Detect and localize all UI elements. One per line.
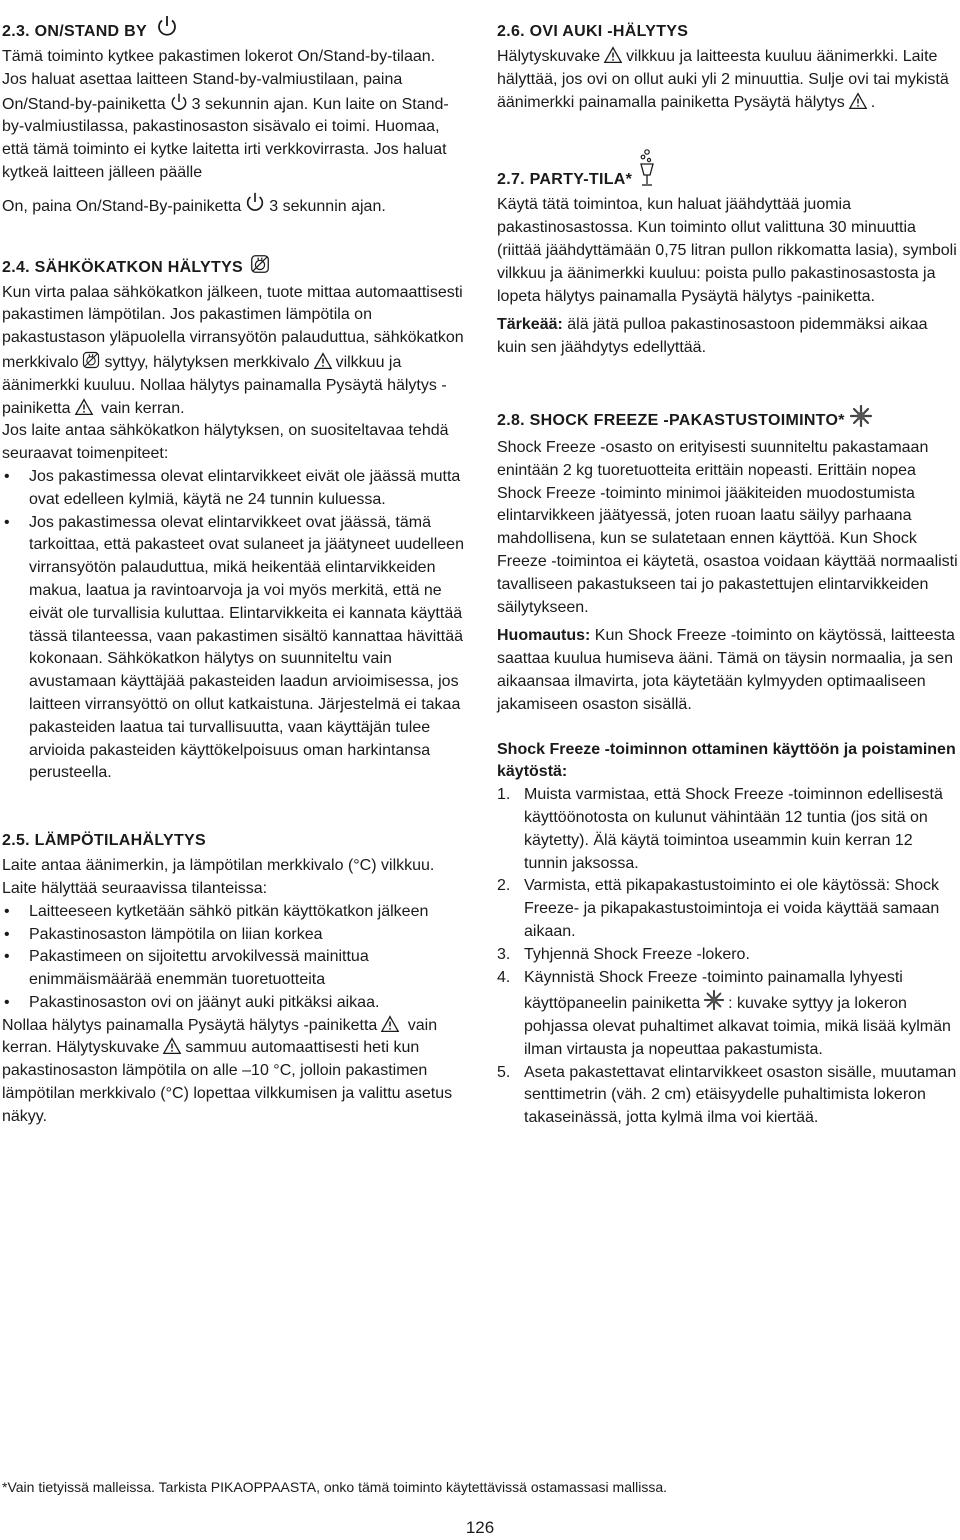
section-2-3-heading: 2.3. ON/STAND BY [2,14,464,44]
section-2-4-text: Kun virta palaa sähkökatkon jälkeen, tuote mittaa automaattisesti pakastimen lämpötilan. Jos pakastimen lämpötila on pakastustason yläpuolella virransyötön palauduttua, sähkökatkon merkkivalo syttyy, hälytyksen merkkivalo vilkkuu ja äänimerkki kuuluu. Nollaa hälytys painamalla Pysäytä hälytys -painiketta vain kerran. [2,283,464,417]
section-2-8-note: Huomautus: Kun Shock Freeze -toiminto on käytössä, laitteesta saattaa kuulua humiseva ääni. Tämä on täysin normaalia, ja sen aikaansaa ilmavirta, jota käytetään kylmyyden optimaaliseen jakamiseen osaston sisällä. [497,627,955,713]
section-2-6-text: Hälytyskuvake vilkkuu ja laitteesta kuuluu äänimerkki. Laite hälyttää, jos ovi on ollut auki yli 2 minuuttia. Sulje ovi tai mykistä äänimerkki painamalla painiketta Pysäytä hälytys . [497,48,949,111]
section-2-8-heading: 2.8. SHOCK FREEZE -PAKASTUSTOIMINTO* [497,404,959,433]
alarm-warning-icon [380,1015,400,1033]
page-number: 126 [465,1518,495,1537]
section-2-5-heading: 2.5. LÄMPÖTILAHÄLYTYS [2,832,206,850]
alarm-warning-icon [848,92,868,110]
list-item: • Jos pakastimessa olevat elintarvikkeet eivät ole jäässä mutta ovat edelleen kylmiä, käytä ne 24 tunnin kuluessa. [2,466,464,512]
shock-freeze-icon [849,404,873,428]
power-failure-icon [81,350,101,370]
alarm-warning-icon [313,352,333,370]
section-2-7-text: Käytä tätä toimintoa, kun haluat jäähdyttää juomia pakastinosastossa. Kun toiminto ollut valittuna 30 minuuttia (riittää jäähdyttämään 0,75 litran pullon rikkomatta lasia), symboli vilkkuu ja äänimerkki kuuluu: poista pullo pakastinosastosta ja lopeta hälytys painamalla Pysäytä hälytys -painiketta. [497,196,957,305]
list-item: 1. Muista varmistaa, että Shock Freeze -toiminnon edellisestä käyttöönotosta on kulunut vähintään 12 tuntia (jos sitä on käytetty). Älä käytä toimintoa useammin kuin kerran 12 tunnin jaksossa. [497,786,943,872]
power-failure-icon [249,253,271,275]
list-item: • Pakastinosaston lämpötila on liian korkea [2,924,464,947]
section-2-6-heading: 2.6. OVI AUKI -HÄLYTYS [497,23,689,40]
right-column [497,14,959,1130]
section-2-5-bullets [2,901,464,1015]
list-item: • Jos pakastimessa olevat elintarvikkeet ovat jäässä, tämä tarkoittaa, että pakasteet ovat sulaneet ja jäätyneet uudelleen virransyötön palauduttua, mikä heikentää elintarvikkeiden makua, laatua ja ravintoarvoja ja voi myös merkitä, että ne eivät ole turvallisia kuluttaa. Elintarvikkeita ei kannata käyttää tässä tilanteessa, vaan pakastimen sisältö kannattaa hävittää kokonaan. Sähkökatkon hälytys on suunniteltu vain avustamaan käyttäjää pakasteiden laadun arvioimisessa, jos laitteen virransyöttö on ollut katkaistuna. Järjestelmä ei takaa pakasteiden laatua tai turvallisuutta, vaan käyttäjän tulee arvioida pakasteiden käyttökelpoisuus oman harkintansa perusteella. [2,512,464,786]
footnote: *Vain tietyissä malleissa. Tarkista PIKAOPPAASTA, onko tämä toiminto käytettävissä ostamassasi mallissa. [2,1479,667,1495]
shock-freeze-icon [703,989,725,1011]
party-glass-icon [634,148,660,188]
power-icon [244,191,266,213]
section-2-8-steps [497,784,959,1130]
list-item: 5. Aseta pakastettavat elintarvikkeet osaston sisälle, muutaman senttimetrin (väh. 2 cm) etäisyydelle puhaltimista lokeron takaseinässä, jotta kylmä ilma voi kiertää. [497,1063,957,1127]
section-2-5-text: Laite antaa äänimerkin, ja lämpötilan merkkivalo (°C) vilkkuu. Laite hälyttää seuraavissa tilanteissa: [2,857,435,897]
section-2-3-text: Tämä toiminto kytkee pakastimen lokerot On/Stand-by-tilaan. Jos haluat asettaa laitteen Stand-by-valmiustilaan, paina On/Stand-by-painiketta 3 sekunnin ajan. Kun laite on Stand-by-valmiustilassa, pakastinosaston sisävalo ei toimi. Huomaa, että tämä toiminto ei kytke laitetta irti verkkovirrasta. Jos haluat kytkeä laitteen jälleen päälle [2,48,449,181]
section-2-8-subheading: Shock Freeze -toiminnon ottaminen käyttöön ja poistaminen käytöstä: [497,740,956,781]
section-2-4-text-2: Jos laite antaa sähkökatkon hälytyksen, on suositeltavaa tehdä seuraavat toimenpiteet: [2,422,449,463]
section-2-5-text-2: Nollaa hälytys painamalla Pysäytä hälytys -painiketta vain kerran. Hälytyskuvake sammuu automaattisesti heti kun pakastinosaston lämpötila on alle –10 °C, jolloin pakastimen lämpötilan merkkivalo (°C) lopettaa vilkkumisen ja valittu asetus näkyy. [2,1016,453,1125]
section-2-4-heading: 2.4. SÄHKÖKATKON HÄLYTYS [2,253,464,280]
power-icon [169,92,189,112]
alarm-warning-icon [603,46,623,64]
list-item: 4. Käynnistä Shock Freeze -toiminto painamalla lyhyesti käyttöpaneelin painiketta : kuvake syttyy ja lokeron pohjassa olevat puhaltimet alkavat toimia, mikä lisää kylmän ilman virtausta ja nopeuttaa pakastumista. [497,968,951,1058]
list-item: 3. Tyhjennä Shock Freeze -lokero. [497,945,750,963]
power-icon [155,14,179,38]
list-item: 2. Varmista, että pikapakastustoiminto ei ole käytössä: Shock Freeze- ja pikapakastustoimintoja ei voida käyttää samaan aikaan. [497,877,940,940]
alarm-warning-icon [162,1037,182,1055]
list-item: • Pakastinosaston ovi on jäänyt auki pitkäksi aikaa. [2,992,464,1015]
section-2-7-important: Tärkeää: älä jätä pulloa pakastinosastoon pidemmäksi aikaa kuin sen jäähdytys edellyttää. [497,316,928,357]
list-item: • Laitteeseen kytketään sähkö pitkän käyttökatkon jälkeen [2,901,464,924]
list-item: • Pakastimeen on sijoitettu arvokilvessä mainittua enimmäismäärää enemmän tuoretuotteita [2,946,464,992]
left-column [2,14,464,1129]
section-2-8-text: Shock Freeze -osasto on erityisesti suunniteltu pakastamaan enintään 2 kg tuoretuotteita erittäin nopeasti. Erittäin nopea Shock Freeze -toiminto minimoi jääkiteiden muodostumista elintarvikkeen jäätyessä, joten ruoan laatu säilyy parhaana mahdollisena, kun se sulatetaan ennen käyttöä. Kun Shock Freeze -toimintoa ei käytetä, osastoa voidaan käyttää normaalisti tavalliseen pakastukseen tai jo pakastettujen elintarvikkeiden säilytykseen. [497,438,958,616]
section-2-4-bullets [2,466,464,785]
section-2-7-heading: 2.7. PARTY-TILA* [497,148,959,192]
alarm-warning-icon [74,398,94,416]
section-2-3-text-2: On, paina On/Stand-By-painiketta 3 sekunnin ajan. [2,191,464,219]
